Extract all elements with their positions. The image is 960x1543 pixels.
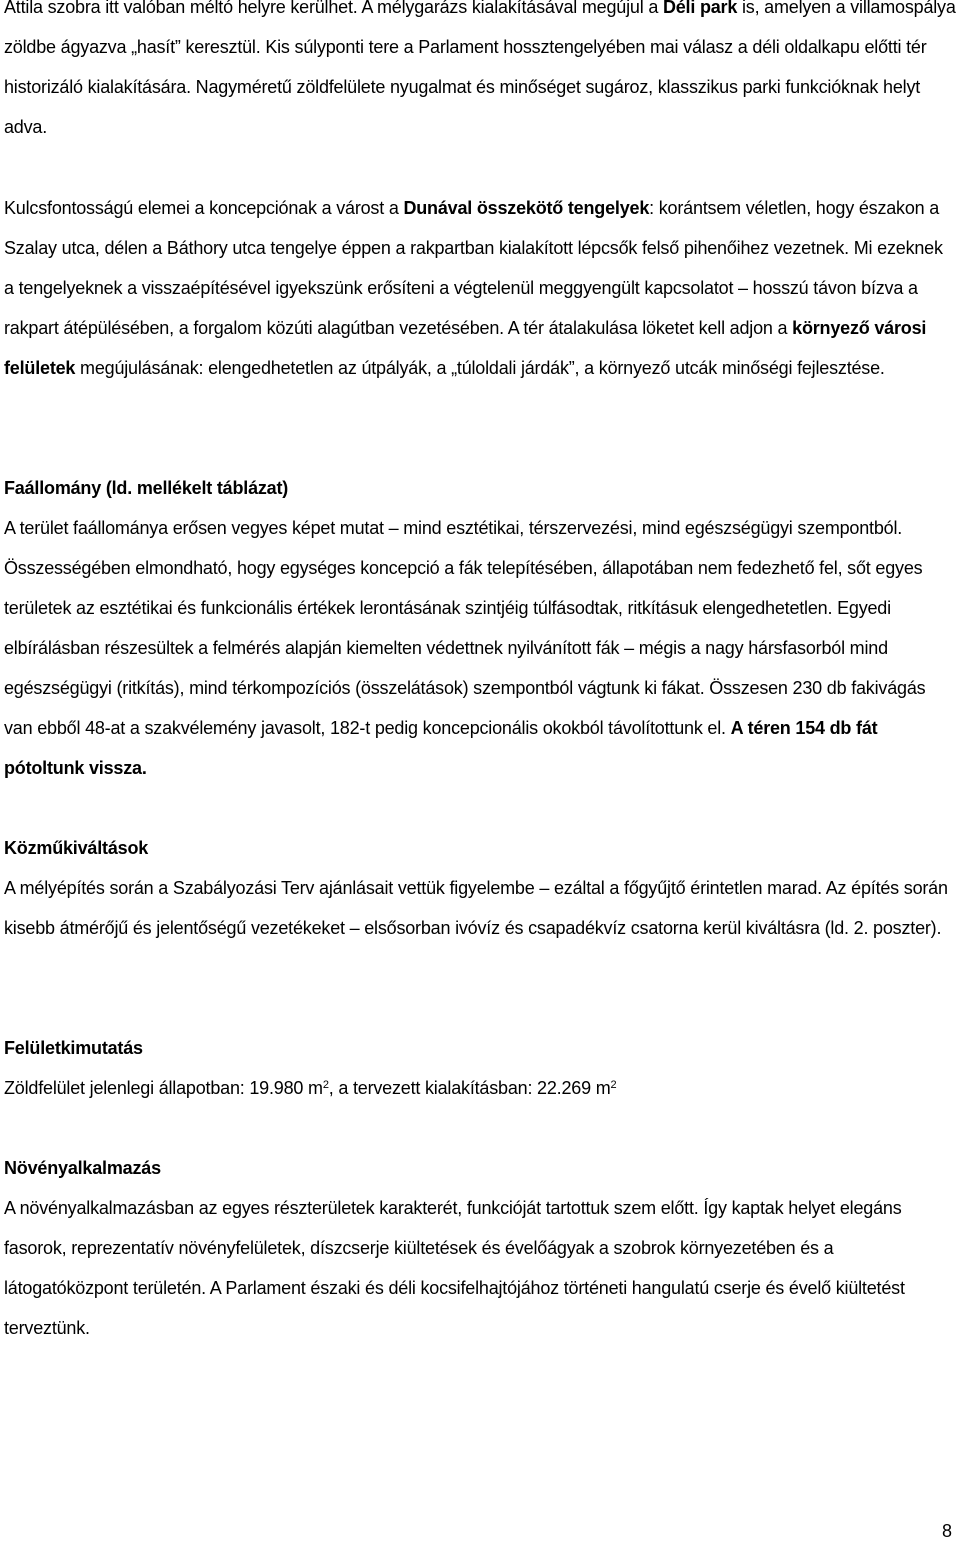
paragraph-novenyalkalmazas: A növényalkalmazásban az egyes részterületek karakterét, funkcióját tartottuk szem előtt. Így kaptak helyet elegáns fasorok, reprezentatív növényfelületek, díszcserje kiültetések és évelőágyak a szobrok környezetében és a látogatóközpont területén. A Parlament északi és déli kocsifelhajtójához történeti hangulatú cserje és évelő kiültetést terveztünk.: [4, 1198, 905, 1338]
bold-term-deli-park: Déli park: [662, 0, 738, 17]
paragraph-kozmukivaltasok: A mélyépítés során a Szabályozási Terv ajánlásait vettük figyelembe – ezáltal a főgyűjtő érintetlen marad. Az építés során kisebb átmérőjű és jelentőségű vezetékeket – elsősorban ivóvíz és csapadékvíz csatorna kerül kiváltásra (ld. 2. poszter).: [4, 878, 948, 938]
superscript-unit: 2: [322, 1079, 329, 1091]
paragraph-text: A terület faállománya erősen vegyes képet mutat – mind esztétikai, térszervezési, mind egészségügyi szempontból. Összességében elmondható, hogy egységes koncepció a fák telepítésében, állapotában nem fedezhető fel, sőt egyes területek az esztétikai és funkcionális értékek lerontásának szintjéig túlfásodtak, ritkításuk elengedhetetlen. Egyedi elbírálásban részesültek a felmérés alapján kiemelten védettnek nyilvánított fák – mégis a nagy hársfasorból mind egészségügyi (ritkítás), mind térkompozíciós (összelátások) szempontból vágtunk ki fákat. Összesen 230 db fakivágás van ebből 48-at a szakvélemény javasolt, 182-t pedig koncepcionális okokból távolítottunk el.: [4, 518, 926, 738]
section-heading-novenyalkalmazas: Növényalkalmazás: [4, 1158, 161, 1178]
paragraph-text: Zöldfelület jelenlegi állapotban: 19.980 m: [4, 1078, 323, 1098]
superscript-unit: 2: [610, 1079, 617, 1091]
page-number: 8: [941, 1521, 952, 1541]
paragraph-text: is, amelyen a villamospálya zöldbe ágyazva „hasít” keresztül. Kis súlyponti tere a Parlament hossztengelyében mai válasz a déli oldalkapu előtti tér historizáló kialakítására. Nagyméretű zöldfelülete nyugalmat és minőséget sugároz, klasszikus parki funkcióknak helyt adva.: [4, 0, 956, 137]
paragraph-text: megújulásának: elengedhetetlen az útpályák, a „túloldali járdák”, a környező utcák minőségi fejlesztése.: [75, 358, 885, 378]
paragraph-duna-tengelyek: [4, 188, 956, 388]
paragraph-feluletkimutatas: [4, 1068, 956, 1108]
paragraph-deli-park: [4, 0, 956, 147]
section-heading-faallomany: Faállomány (ld. mellékelt táblázat): [4, 478, 289, 498]
paragraph-text: , a tervezett kialakításban: 22.269 m: [328, 1078, 611, 1098]
bold-term-varosi-feluletek: környező városi felületek: [4, 318, 927, 378]
bold-term-duna-tengelyek: Dunával összekötő tengelyek: [403, 198, 650, 218]
paragraph-text: Attila szobra itt valóban méltó helyre kerülhet. A mélygarázs kialakításával megújul a: [4, 0, 663, 17]
bold-statement-fapotlas: A téren 154 db fát pótoltunk vissza.: [4, 718, 878, 778]
section-heading-feluletkimutatas: Felületkimutatás: [4, 1038, 143, 1058]
section-heading-kozmukivaltasok: Közműkiváltások: [4, 838, 149, 858]
paragraph-text: : korántsem véletlen, hogy északon a Szalay utca, délen a Báthory utca tengelye éppen a rakpartban kialakított lépcsők felső pihenőihez vezetnek. Mi ezeknek a tengelyeknek a visszaépítésével igyekszünk erősíteni a végtelenül meggyengült kapcsolatot – hosszú távon bízva a rakpart átépülésében, a forgalom közúti alagútban vezetésében. A tér átalakulása löketet kell adjon a: [4, 198, 943, 338]
paragraph-text: Kulcsfontosságú elemei a koncepciónak a várost a: [4, 198, 404, 218]
paragraph-faallomany: [4, 508, 956, 788]
